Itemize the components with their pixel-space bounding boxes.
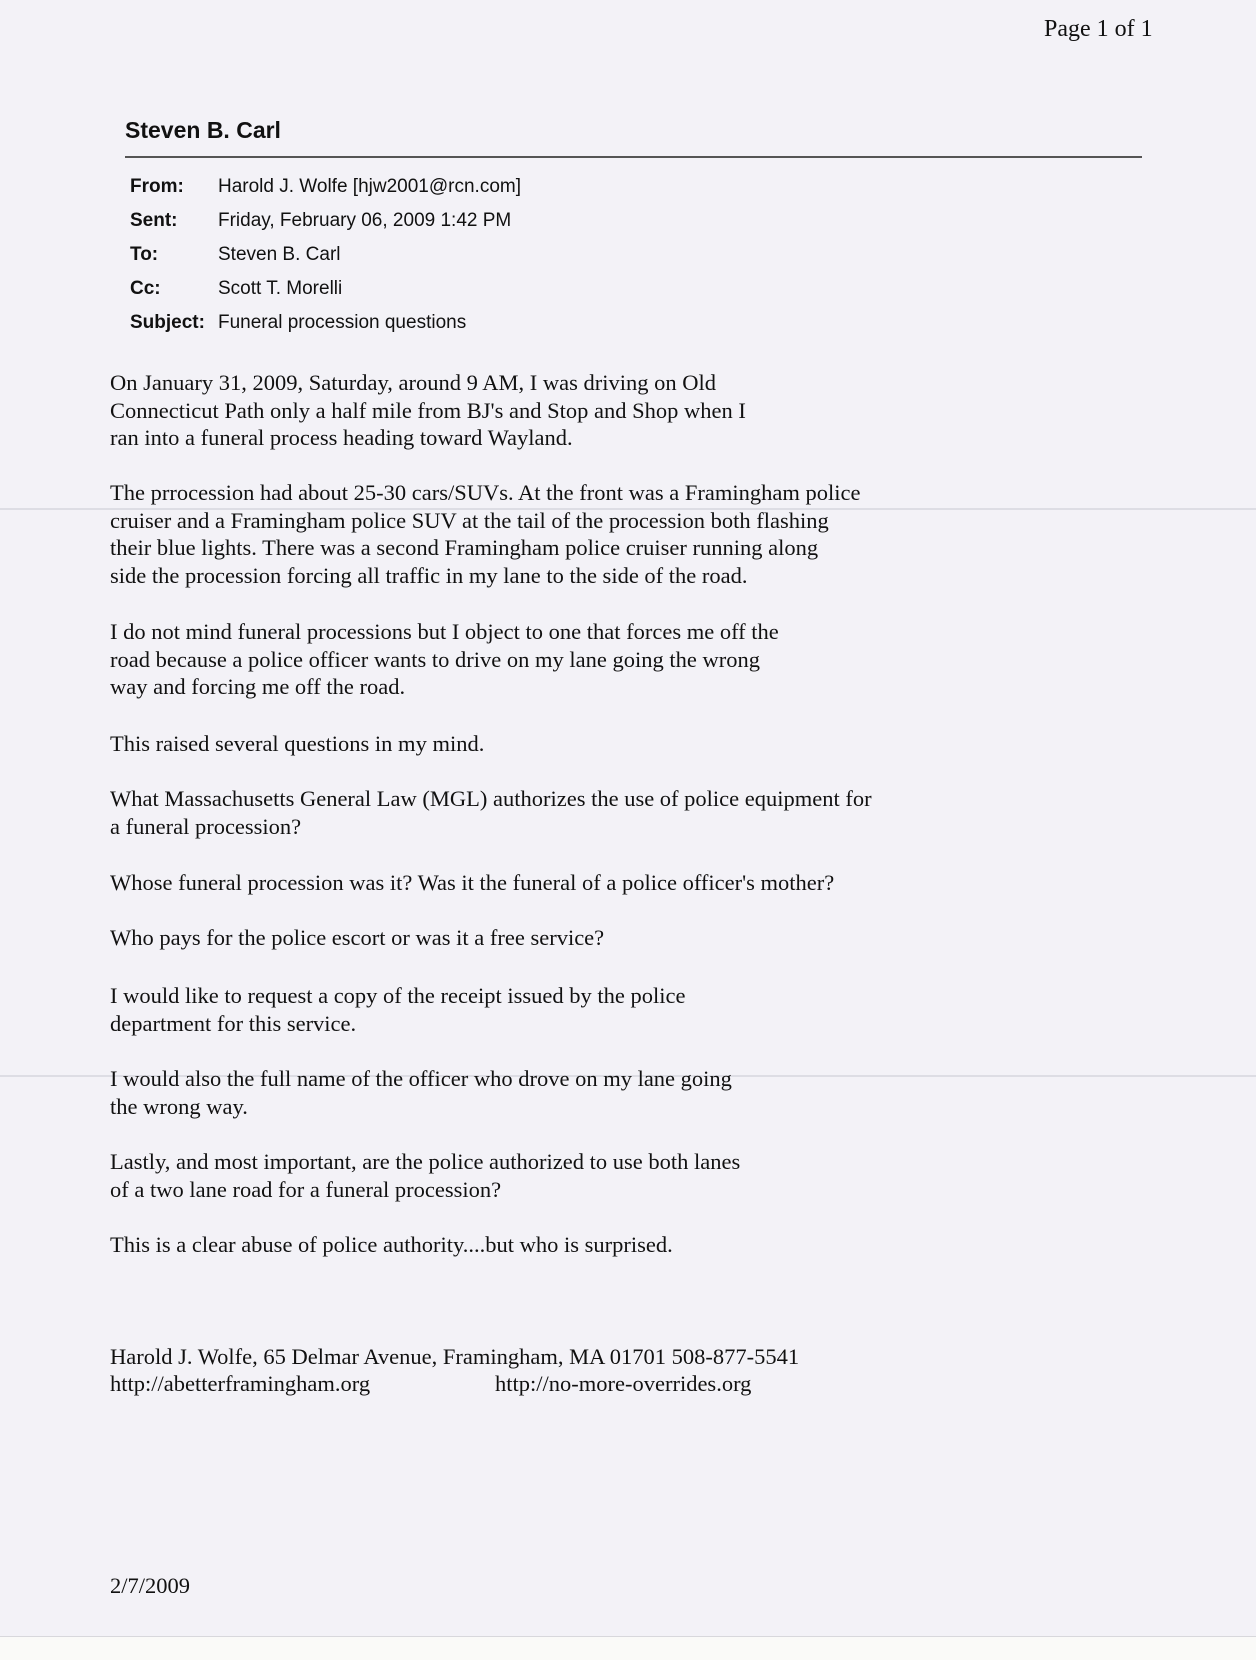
body-paragraph: Whose funeral procession was it? Was it the funeral of a police officer's mother? — [110, 870, 835, 895]
header-value: Steven B. Carl — [218, 244, 341, 265]
body-paragraph: This raised several questions in my mind. — [110, 731, 485, 756]
body-paragraph: I would like to request a copy of the receipt issued by the police department for this service. — [110, 983, 686, 1036]
print-date: 2/7/2009 — [110, 1573, 191, 1598]
header-label: Subject: — [130, 312, 205, 333]
body-paragraph: On January 31, 2009, Saturday, around 9 AM, I was driving on Old Connecticut Path only a half mile from BJ's and Stop and Shop when I ran into a funeral process heading toward Wayland. — [110, 370, 746, 451]
header-to — [130, 244, 341, 266]
signature-address: Harold J. Wolfe, 65 Delmar Avenue, Framingham, MA 01701 508-877-5541 — [110, 1344, 800, 1369]
mailbox-owner-title: Steven B. Carl — [125, 117, 281, 143]
header-value: Funeral procession questions — [218, 312, 467, 333]
body-paragraph: Lastly, and most important, are the police authorized to use both lanes of a two lane road for a funeral procession? — [110, 1149, 741, 1202]
header-value: Scott T. Morelli — [218, 278, 343, 299]
header-label: Cc: — [130, 278, 161, 299]
header-value: Harold J. Wolfe [hjw2001@rcn.com] — [218, 176, 521, 197]
body-paragraph: I do not mind funeral processions but I object to one that forces me off the road because a police officer wants to drive on my lane going the wrong way and forcing me off the road. — [110, 619, 779, 700]
title-divider — [125, 156, 1142, 158]
body-paragraph: I would also the full name of the officer who drove on my lane going the wrong way. — [110, 1066, 732, 1119]
header-label: To: — [130, 244, 159, 265]
header-sent — [130, 210, 511, 232]
body-paragraph: This is a clear abuse of police authority....but who is surprised. — [110, 1232, 673, 1257]
header-from — [130, 176, 521, 198]
scanner-bed — [0, 1636, 1256, 1660]
page-number: Page 1 of 1 — [1044, 16, 1153, 42]
body-paragraph: What Massachusetts General Law (MGL) authorizes the use of police equipment for a funeral procession? — [110, 786, 872, 839]
header-subject — [130, 312, 466, 334]
signature-link-1[interactable]: http://abetterframingham.org — [110, 1371, 371, 1396]
header-label: From: — [130, 176, 184, 197]
body-paragraph: The prrocession had about 25-30 cars/SUVs. At the front was a Framingham police cruiser and a Framingham police SUV at the tail of the procession both flashing their blue lights. There was a second Framingham police cruiser running along side the procession forcing all traffic in my lane to the side of the road. — [110, 480, 861, 588]
header-cc — [130, 278, 342, 300]
header-label: Sent: — [130, 210, 178, 231]
signature-link-2[interactable]: http://no-more-overrides.org — [495, 1371, 752, 1396]
header-value: Friday, February 06, 2009 1:42 PM — [218, 210, 512, 231]
body-paragraph: Who pays for the police escort or was it a free service? — [110, 925, 605, 950]
